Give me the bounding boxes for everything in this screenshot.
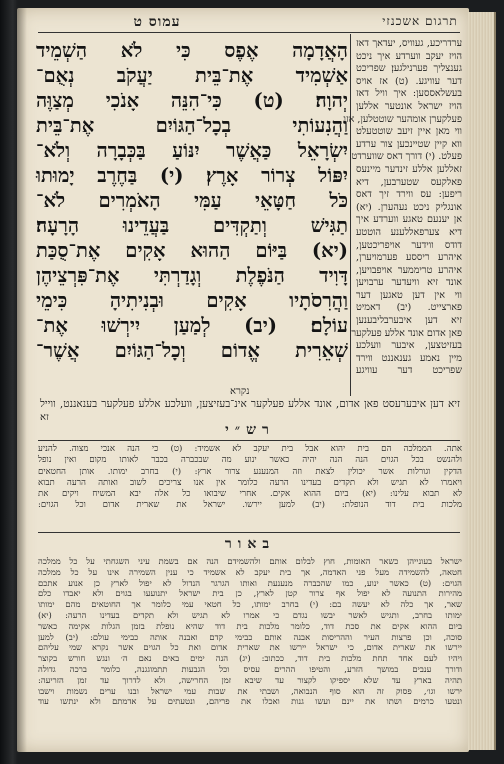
translation-line: הויז יעקב ווערדע איך ניכט (356, 50, 462, 62)
translation-line: אונגליק ניכט נעהערן. (יא) (356, 201, 462, 213)
translation-line: ווי מאן איין זיעב שוטטעלט (356, 126, 462, 138)
biur-line: חטאה, להשמידה מעל פני האדמה, אך בית יעקב לא אשמיד כי ענין השמירה אינו על כל ממלכה (38, 566, 462, 577)
main-text-line: תַגִּישׁ וְתַקְדִּים בַּעֲדֵינוּ הָרָעָה׃ (36, 214, 348, 237)
main-text-line: עוֹלָם׃ (יב) לְמַעַן יִירְשׁוּ אֶת־ (36, 314, 348, 337)
biur-line: הגוים: (ט) כאשר ינוע, כמו שהכברה מנענעת ואותו הגרגר הנדול לא יפול לארץ כן אנוע אתכם (38, 577, 462, 588)
translation-line: ווי אין דען טאגען דער (356, 289, 462, 301)
header-rule (38, 32, 460, 33)
translation-line: דודס ווידער אויפריכטען, (356, 239, 462, 251)
main-text-line: שְׁאֵרִית אֱדוֹם וְכָל־הַגּוֹיִם אֲשֶׁר־ (36, 339, 348, 362)
rashi-line: אתה. הממלכה הם בית יהוא אבל בית יעקב לא אשמיד: (ט) כי הנה אנכי מצוה. להניע (38, 444, 462, 454)
translation-line: פאלקעס שטערבען, דיא (356, 176, 462, 188)
biur-line: מהירות התנועה לא יפול אף צרור קטן לארץ, כן בית ישראל יתנועעו בגוים ולא יאבדו כלם (38, 588, 462, 599)
translation-line: גענצליך פערנילגען׃ שפריכט (356, 63, 462, 75)
biur-line: ירשו וגו׳, פסוק זה הוא סוף הנבואה, ושבתי את שבות עמי ישראל ובנו ערים נשמות וישבו (38, 685, 462, 696)
biur-line: ימותו בחרב, ותגיש לאשר יבשו נגדם כי אמרו לא תגיש ולא תקדים בעדינו הרעה: (יא) (38, 609, 462, 620)
spine-shadow (17, 8, 27, 752)
translation-line: ריפען: עס ווירד זיך דאס (356, 189, 462, 201)
translation-line: מיין נאמע גענאננט ווירד (356, 352, 462, 364)
translation-line: דיא צערפאללענע הוטטע (356, 226, 462, 238)
rashi-line: מלכות בית דוד הנופלת: (יב) למען יירשו. ישראל את שארית אדום וכל הגוים: (38, 500, 462, 511)
main-text-column (36, 38, 348, 363)
rashi-line: ולהנשט בכל הגוים הנה הנה יהיה כאשר ינוע מה שבכברה בכבר לאותו מקום ואין נופל (38, 455, 462, 466)
translation-catchword: זא (40, 412, 49, 423)
main-text-line: יְהוָה׃ (ט) כִּי־הִנֵּה אָנֹכִי מְצַוֶּה (36, 89, 348, 112)
main-text-line: אַשְׁמִיד אֶת־בֵּית יַעֲקֹב נְאֻם־ (36, 64, 348, 87)
translation-line: הויז ישראל אונטער אללען (356, 100, 462, 112)
binding-shadow (0, 0, 18, 764)
column-separator (350, 34, 351, 396)
translation-line: איהרע ריססע פערמויערן, (356, 252, 462, 264)
running-header-translation: תרגום אשכנזי (382, 14, 458, 28)
translation-line: שפריכט דער עוויגע (356, 365, 462, 377)
biur-rule (38, 532, 460, 533)
main-text-line: וַהֲרִסֹתָיו אָקִים וּבְנִיתִיהָ כִּימֵי (36, 289, 348, 312)
translation-line: ערדריכע, געוויס, יעדאך דאז (356, 38, 462, 49)
translation-line: בעזיטצען, איבער וועלכע (356, 340, 462, 352)
biur-line: ודורך ענבים במושך הזרע, והטיפו ההרים עסיס וכל הגבעות תתמוגגנה, כלומר ברכה גדולה (38, 663, 462, 674)
translation-line: פארצייט. (יב) דאמיט (356, 302, 462, 314)
rashi-heading: רש״י (225, 422, 275, 438)
translation-line: ווא קיין שטיינכען צור ערדע (356, 138, 462, 150)
main-text-line: יִפּוֹל צְרוֹר אָרֶץ׃ (י) בַּחֶרֶב יָמוּתוּ (36, 164, 348, 187)
translation-line: פאן אדום אונד אללע פעלקער (351, 327, 462, 339)
translation-line: אן יענעם טאגע ווערדע איך (356, 214, 462, 226)
translation-column (343, 38, 462, 378)
rashi-line: לא תבוא עלינו: (יא) ביום ההוא אקים. אחרי שיבואו כל אלה יבא המשיח ויקים את (38, 489, 462, 500)
catchword: נקרא (230, 386, 250, 397)
main-text-line: יִשְׂרָאֵל כַּאֲשֶׁר יִנּוֹעַ בַּכְּבָרָה וְלֹא־ (36, 139, 348, 162)
translation-line: אונד זיא וויעדער ערבויען (356, 277, 462, 289)
biur-line: ויהיו לעם אחד תחת מלכות בית דוד, ככתוב: (יג) הנה ימים באים נאם ה׳ ונגש חורש בקוצר (38, 653, 462, 664)
translation-line: זיא דען איבערבליבענען (356, 315, 462, 327)
biur-line: שאר, אך כלה לא יעשה בם: (י) בחרב ימותו, כל חטאי עמי כלומר אך החוטאים מהם ימותו (38, 599, 462, 610)
biur-line: יירשו את שארית אדום, כי ישראל יירשו את שארית אדום ואת כל הגוים אשר נקרא שמי עליהם (38, 642, 462, 653)
translation-line: פעלט. (י) דורך דאס שווערדט (351, 151, 462, 163)
translation-line: זאללען אללע זינדער מיינעס (356, 163, 462, 175)
translation-continuation: זיא דען איבערעסט פאן אדום, אונד אללע פעלקער אינ־בעזיצען, וועלכע אללע פעלקער בענאננט, ווייל (40, 398, 460, 410)
main-text-line: וַהֲנִעוֹתִי בְכָל־הַגּוֹיִם אֶת־בֵּית (36, 114, 348, 137)
rashi-line: הדקין וגורלות אשר יכולין לצאת וזה המנענע צרור ארץ: (י) בחרב ימותו. אותן החטאים (38, 466, 462, 477)
running-header-main: עמוס ט (133, 14, 181, 30)
translation-line: דער עוויגע. (ט) אז אויס (356, 75, 462, 87)
rashi-commentary (38, 444, 462, 512)
rashi-rule (38, 440, 460, 441)
translation-line: בעשלאססען: איך וויל דאז (356, 88, 462, 100)
biur-commentary (38, 556, 462, 707)
main-text-line: הָאֲדָמָה אֶפֶס כִּי לֹא הַשְׁמֵיד (36, 39, 348, 62)
translation-line: פעלקערן אומהער שוטטלען, אזו (343, 113, 462, 125)
main-text-line: דָּוִיד הַנֹּפֶלֶת וְגָדַרְתִּי אֶת־פִּרְצֵיהֶן (36, 264, 348, 287)
page-edges (468, 12, 496, 750)
rashi-line: ויאמרו לא תגיש ולא תקדים בעדינו הרעה כלומר אין אנו צריכים לשוב ואותה הרעה תבוא (38, 477, 462, 488)
main-text-line: כֹּל חַטָּאֵי עַמִּי הָאֹמְרִים לֹא־ (36, 189, 348, 212)
biur-line: ישראל בעונייהן כשאר האומות, חוץ לבלום אותם ולהשמידם הנה אם בשמת עיני השגחתי על כל ממלכה (38, 556, 462, 566)
translation-line: איהרע טריממער אויפבויען, (356, 264, 462, 276)
main-text-line: (יא) בַּיּוֹם הַהוּא אָקִים אֶת־סֻכַּת (36, 239, 348, 262)
biur-heading: באור (224, 536, 276, 552)
biur-line: תהיה בארץ עד שלא יספיקו לקצור עד שיבא זמן החרישה, ולא לדרוך עד זמן הזריעה: (38, 674, 462, 685)
biur-line: סוכה, וכן פרצות העיר וההריסות אבנה אותם כבימי קדם ואבנה אותה כבימי עולם: (יב) למען (38, 631, 462, 642)
biur-line: ונטעו כרמים ושתו את יינם ועשו גנות ואכלו את פריהם, ונטעתים על אדמתם ולא ינתשו עוד (38, 696, 462, 707)
biur-line: ביום ההוא אקים את סכת דוד, כלומר מלכות בית דוד שהיא נופלת בזמן הגלות אקימה כאשר (38, 620, 462, 631)
